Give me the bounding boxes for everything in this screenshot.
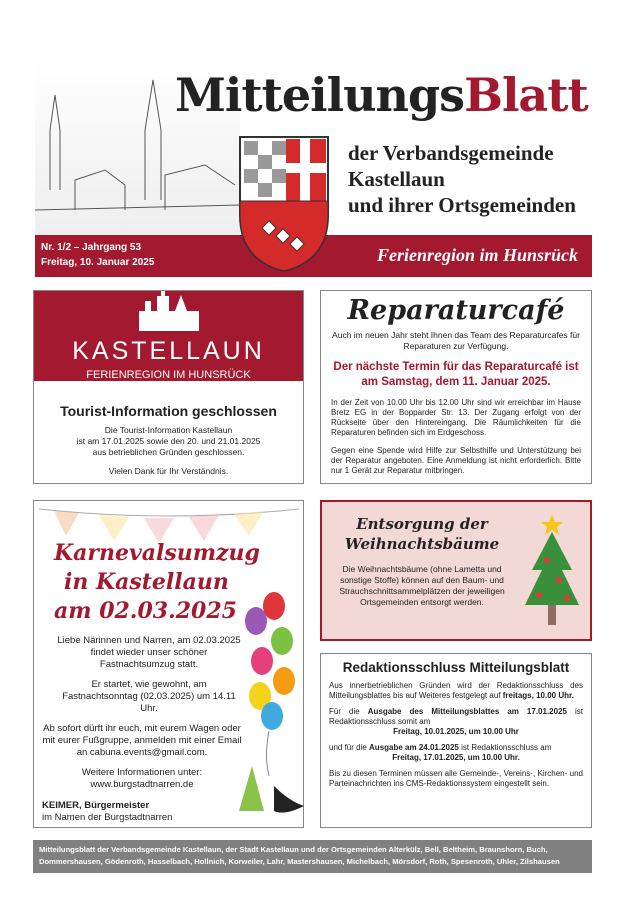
deadline-issue: Ausgabe des Mitteilungsblattes am 17.01.2025 xyxy=(367,707,567,716)
deadline-text: und für die xyxy=(329,743,370,752)
tourist-thanks: Vielen Dank für Ihr Verständnis. xyxy=(108,466,229,476)
carnival-paragraph: Liebe Närinnen und Narren, am 02.03.2025 findet wieder unser schöner Fastnachtsumzug statt. xyxy=(57,635,241,670)
trees-heading: Entsorgung der Weihnachtsbäume xyxy=(344,515,500,553)
deadline-text: ist Redaktionsschluss somit am xyxy=(329,707,583,726)
deadline-text: Bis zu diesen Terminen müssen alle Gemeinde-, Vereins-, Kirchen- und Parteinachrichten ins CMS-Redaktionssystem eingestellt sein. xyxy=(329,769,583,788)
carnival-box xyxy=(33,500,304,828)
subtitle-line: der Verbandsgemeinde xyxy=(348,141,554,165)
carnival-paragraph: Er startet, wie gewohnt, am Fastnachtsonntag (02.03.2025) um 14.11 Uhr. xyxy=(62,679,236,714)
carnival-signature: KEIMER, Bürgermeister xyxy=(42,800,150,811)
logo-subtitle: FERIENREGION IM HUNSRÜCK xyxy=(86,369,251,381)
tourist-line: Die Tourist-Information Kastellaun xyxy=(104,425,233,435)
issue-date: Freitag, 10. Januar 2025 xyxy=(41,257,155,268)
title-part-1: Mitteilungs xyxy=(175,68,465,122)
deadline-text: Aus innerbetrieblichen Gründen wird der Redaktionsschluss des Mitteilungsblattes bis auf Weiteres festgelegt auf xyxy=(329,681,583,700)
castle-skyline-icon xyxy=(139,291,199,331)
kastellaun-logo xyxy=(34,291,303,381)
title-part-2: Blatt xyxy=(464,68,588,122)
deadline-heading: Redaktionsschluss Mitteilungsblatt xyxy=(342,660,570,675)
repair-heading: Reparaturcafé xyxy=(347,295,565,326)
logo-name: KASTELLAUN xyxy=(72,337,265,365)
carnival-paragraph: Ab sofort dürft ihr euch, mit eurem Wagen oder mit eurer Fußgruppe, anmelden mit einer Email an cabuna.events@gmail.com. xyxy=(42,723,242,758)
subtitle-line: Kastellaun xyxy=(348,167,445,191)
deadline-text: Für die xyxy=(329,707,368,716)
repair-date-highlight: Der nächste Termin für das Reparaturcafé ist am Samstag, dem 11. Januar 2025. xyxy=(333,361,579,388)
tourist-info-box xyxy=(33,290,304,484)
masthead-title xyxy=(175,68,588,122)
deadline-text: ist Redaktionsschluss am xyxy=(458,743,552,752)
bunting-icon xyxy=(34,501,305,541)
repair-paragraph: Gegen eine Spende wird Hilfe zur Selbsthilfe und Unterstützung bei der Reparatur angeboten. Eine Anmeldung ist nicht erforderlich. Bitte nur 1 Gerät zur Reparatur mitbringen. xyxy=(331,446,581,475)
trees-text: Die Weihnachtsbäume (ohne Lametta und sonstige Stoffe) können auf den Baum- und Strauchschnittsammelplätzen der jeweiligen Ortsgemeinden entsorgt werden. xyxy=(339,564,505,607)
carnival-signature-sub: im Namen der Burgstadtnarren xyxy=(42,812,173,823)
subtitle-line: und ihrer Ortsgemeinden xyxy=(348,193,576,217)
carnival-date: am 02.03.2025 xyxy=(54,598,237,624)
carnival-title: in Kastellaun xyxy=(64,569,229,595)
tourist-line: aus betrieblichen Gründen geschlossen. xyxy=(92,447,245,457)
deadline-box xyxy=(320,653,592,828)
masthead-subtitle xyxy=(348,140,576,218)
deadline-date: Freitag, 17.01.2025, um 10.00 Uhr. xyxy=(392,753,520,762)
footer-municipalities: Mitteilungsblatt der Verbandsgemeinde Kastellaun, der Stadt Kastellaun und der Ortsgemeinden Alterkülz, Bell, Beltheim, Braunshorn, Buch, Dommershausen, Gödenroth, Hasselbach, Hollnich, Korweiler, Lahr, Mastershausen, Michelbach, Mörsdorf, Roth, Spesenroth, Uhler, Zilshausen xyxy=(33,840,592,873)
coat-of-arms-icon xyxy=(238,135,330,273)
deadline-date: Freitag, 10.01.2025, um 10.00 Uhr xyxy=(393,727,519,736)
deadline-time: freitags, 10.00 Uhr. xyxy=(502,691,574,700)
repair-intro: Auch im neuen Jahr steht Ihnen das Team des Reparaturcafes für Reparaturen zur Verfügung. xyxy=(332,330,580,351)
deadline-issue: Ausgabe am 24.01.2025 xyxy=(369,743,459,752)
carnival-title: Karnevalsumzug xyxy=(54,540,260,566)
christmas-tree-disposal-box xyxy=(320,500,592,641)
christmas-tree-icon xyxy=(517,510,587,632)
region-slogan: Ferienregion im Hunsrück xyxy=(376,245,578,265)
repair-paragraph: In der Zeit von 10.00 Uhr bis 12.00 Uhr sind wir erreichbar im Hause Bretz EG in der Bopparder Str. 13. Der Zugang erfolgt von der Rückseite über den Hintereingang. Die Räumlichkeiten für die Reparaturen befinden sich im Erdgeschoss. xyxy=(331,398,581,437)
balloons-icon xyxy=(234,586,304,826)
carnival-website-link[interactable]: www.burgstadtnarren.de xyxy=(90,779,194,790)
tourist-heading: Tourist-Information geschlossen xyxy=(60,403,277,419)
tourist-line: ist am 17.01.2025 sowie den 20. und 21.01.2025 xyxy=(76,436,261,446)
issue-number: Nr. 1/2 – Jahrgang 53 xyxy=(41,242,142,253)
repair-cafe-box xyxy=(320,290,592,484)
carnival-info-label: Weitere Informationen unter: xyxy=(81,767,203,778)
